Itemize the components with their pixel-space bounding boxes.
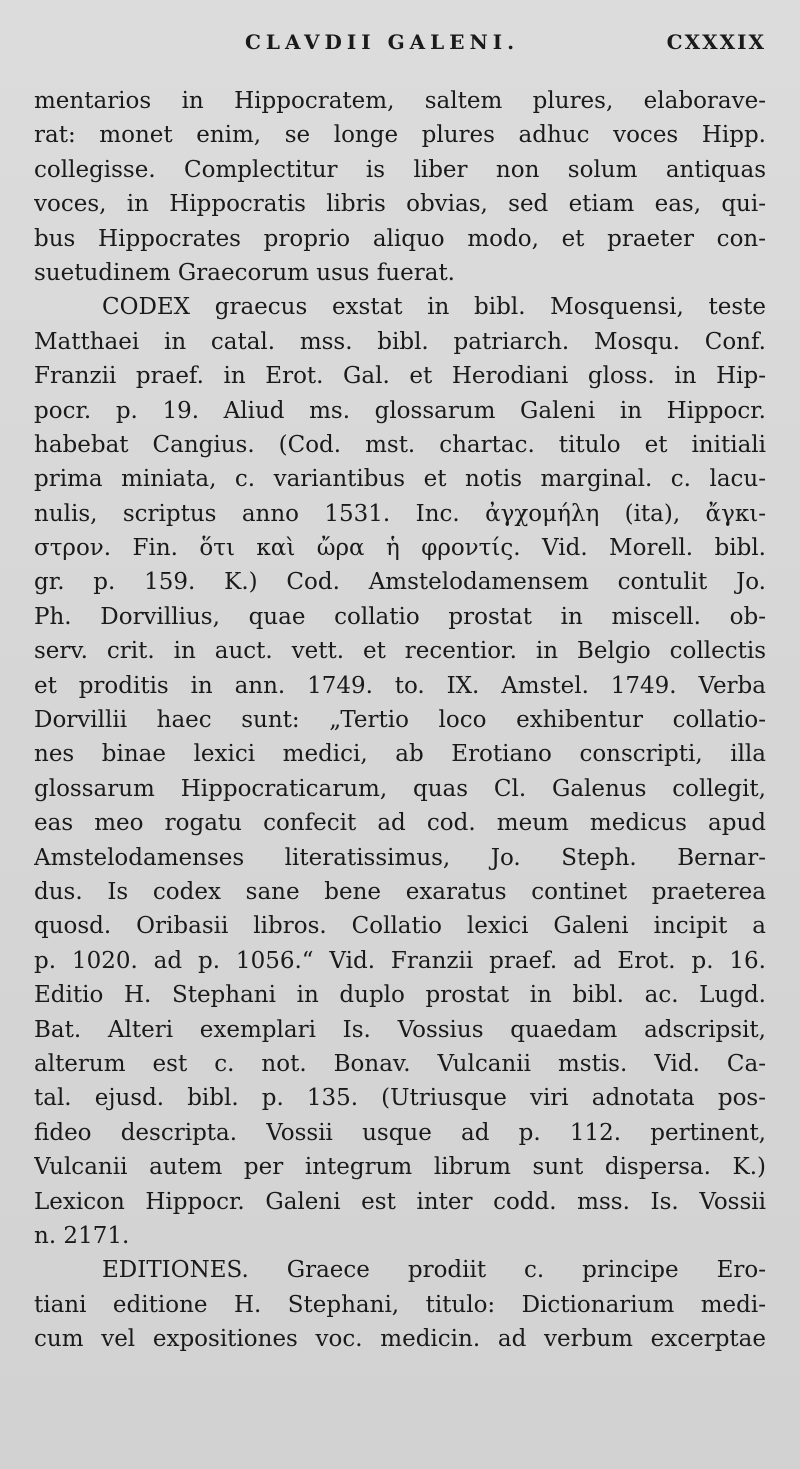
text-line: tal. ejusd. bibl. p. 135. (Utriusque viri adnotata pos- (34, 1085, 766, 1112)
text-line: dus. Is codex sane bene exaratus continet praeterea (34, 878, 766, 905)
text-line: Dorvillii haec sunt: „Tertio loco exhibentur collatio- (34, 707, 766, 734)
body-text (34, 84, 766, 1356)
text-line: bus Hippocrates proprio aliquo modo, et praeter con- (34, 225, 766, 252)
text-line: mentarios in Hippocratem, saltem plures, elaborave- (34, 88, 766, 114)
text-line: n. 2171. (34, 1222, 130, 1249)
text-line: suetudinem Graecorum usus fuerat. (34, 259, 455, 286)
text-line: Matthaei in catal. mss. bibl. patriarch. Mosqu. Conf. (34, 328, 766, 355)
text-line-paragraph-start: EDITIONES. Graece prodiit c. principe Ero- (102, 1257, 766, 1284)
text-line: pocr. p. 19. Aliud ms. glossarum Galeni in Hippocr. (34, 397, 766, 424)
text-line: glossarum Hippocraticarum, quas Cl. Galenus collegit, (34, 775, 766, 802)
text-line: tiani editione H. Stephani, titulo: Dictionarium medi- (34, 1291, 766, 1318)
text-line: Amstelodamenses literatissimus, Jo. Steph. Bernar- (34, 844, 766, 871)
text-line: Franzii praef. in Erot. Gal. et Herodiani gloss. in Hip- (34, 363, 766, 390)
text-line: prima miniata, c. variantibus et notis marginal. c. lacu- (34, 466, 766, 493)
text-line: eas meo rogatu confecit ad cod. meum medicus apud (34, 810, 766, 837)
text-line: et proditis in ann. 1749. to. IX. Amstel. 1749. Verba (34, 672, 766, 699)
text-line: Vulcanii autem per integrum librum sunt dispersa. K.) (34, 1154, 766, 1181)
text-line: quosd. Oribasii libros. Collatio lexici Galeni incipit a (34, 913, 766, 940)
text-line: στρον. Fin. ὅτι καὶ ὤρα ἡ φροντίς. Vid. Morell. bibl. (34, 535, 766, 562)
text-line: habebat Cangius. (Cod. mst. chartac. titulo et initiali (34, 431, 766, 458)
text-line-paragraph-start: CODEX graecus exstat in bibl. Mosquensi, teste (102, 294, 766, 321)
running-head-title: CLAVDII GALENI. (245, 30, 520, 54)
text-line: collegisse. Complectitur is liber non solum antiquas (34, 156, 766, 183)
text-line: p. 1020. ad p. 1056.“ Vid. Franzii praef. ad Erot. p. 16. (34, 947, 766, 974)
text-line: Ph. Dorvillius, quae collatio prostat in miscell. ob- (34, 603, 766, 630)
text-line: Lexicon Hippocr. Galeni est inter codd. mss. Is. Vossii (34, 1188, 766, 1215)
text-line: alterum est c. not. Bonav. Vulcanii mstis. Vid. Ca- (34, 1050, 766, 1077)
text-line: Editio H. Stephani in duplo prostat in bibl. ac. Lugd. (34, 982, 766, 1009)
text-line: nulis, scriptus anno 1531. Inc. ἀγχομήλη (ita), ἄγκι- (34, 500, 766, 527)
text-line: rat: monet enim, se longe plures adhuc voces Hipp. (34, 122, 766, 149)
text-line: Bat. Alteri exemplari Is. Vossius quaedam adscripsit, (34, 1016, 766, 1043)
text-line: nes binae lexici medici, ab Erotiano conscripti, illa (34, 741, 766, 768)
text-line: cum vel expositiones voc. medicin. ad verbum excerptae (34, 1326, 766, 1353)
text-line: voces, in Hippocratis libris obvias, sed etiam eas, qui- (34, 191, 766, 218)
page-number: CXXXIX (666, 30, 766, 54)
text-line: serv. crit. in auct. vett. et recentior. in Belgio collectis (34, 638, 766, 665)
text-line: fideo descripta. Vossii usque ad p. 112. pertinent, (34, 1119, 766, 1146)
running-head (0, 30, 800, 64)
text-line: gr. p. 159. K.) Cod. Amstelodamensem contulit Jo. (34, 569, 766, 596)
